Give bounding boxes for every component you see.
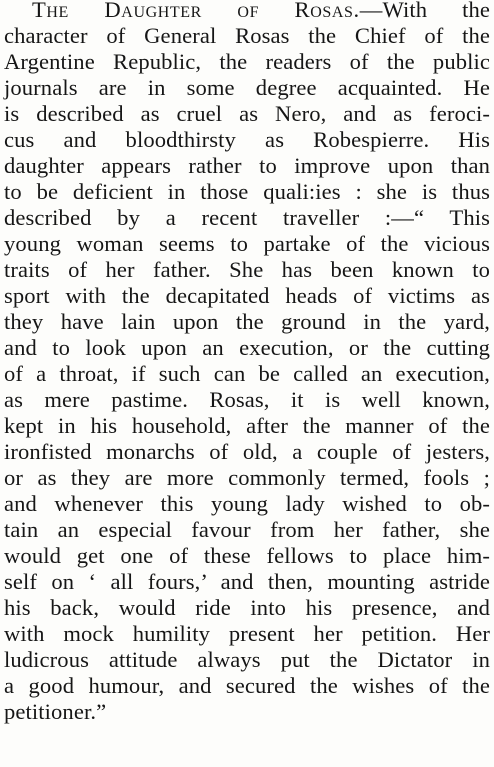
article-line: they have lain upon the ground in the yard, <box>4 309 490 334</box>
article-line: ludicrous attitude always put the Dictator in <box>4 647 490 672</box>
article-line: his back, would ride into his presence, and <box>4 595 490 620</box>
article-line: and to look upon an execution, or the cutting <box>4 335 490 360</box>
article-line: or as they are more commonly termed, fools ; <box>4 465 490 490</box>
article-line: is described as cruel as Nero, and as feroci- <box>4 101 490 126</box>
article-line: with mock humility present her petition. Her <box>4 621 490 646</box>
article-line: kept in his household, after the manner of the <box>4 413 490 438</box>
article-line: and whenever this young lady wished to ob- <box>4 491 490 516</box>
article-line: described by a recent traveller :—“ This <box>4 205 490 230</box>
article-line: to be deficient in those quali:ies : she is thus <box>4 179 490 204</box>
article-line: a good humour, and secured the wishes of the <box>4 673 490 698</box>
article-line: petitioner.” <box>4 699 107 724</box>
article-line: sport with the decapitated heads of victims as <box>4 283 490 308</box>
article-line: young woman seems to partake of the vicious <box>4 231 490 256</box>
article-line: traits of her father. She has been known to <box>4 257 490 282</box>
article-line: would get one of these fellows to place him- <box>4 543 490 568</box>
article-line: of a throat, if such can be called an execution, <box>4 361 490 386</box>
article-line: character of General Rosas the Chief of the <box>4 23 490 48</box>
article-line: as mere pastime. Rosas, it is well known, <box>4 387 490 412</box>
article-line-text: —With the <box>359 0 490 22</box>
article-line: Argentine Republic, the readers of the public <box>4 49 490 74</box>
article-line <box>4 0 490 23</box>
article-line: daughter appears rather to improve upon than <box>4 153 490 178</box>
article-line: tain an especial favour from her father, she <box>4 517 490 542</box>
article-line: cus and bloodthirsty as Robespierre. His <box>4 127 490 152</box>
article-column <box>4 0 490 725</box>
article-line: self on ‘ all fours,’ and then, mounting astride <box>4 569 490 594</box>
article-title: The Daughter of Rosas. <box>32 0 360 22</box>
article-line: ironfisted monarchs of old, a couple of jesters, <box>4 439 490 464</box>
article-line: journals are in some degree acquainted. He <box>4 75 490 100</box>
